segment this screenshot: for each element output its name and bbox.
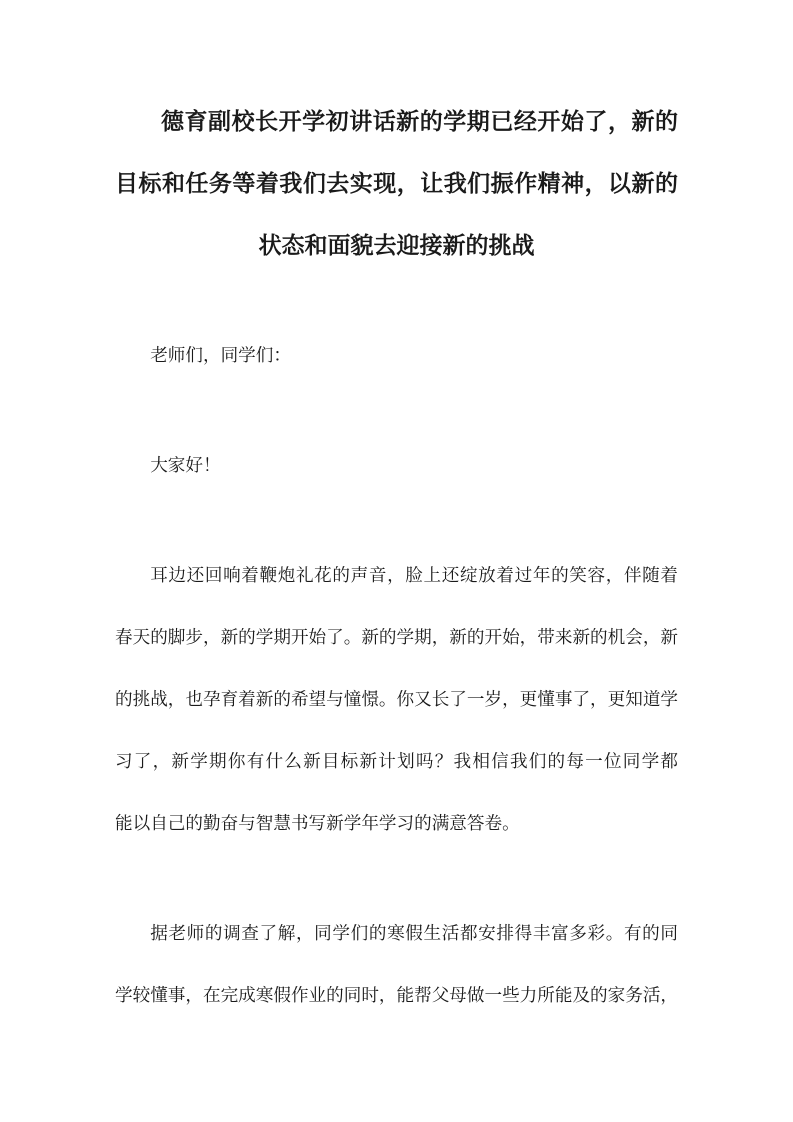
text-line: 习了，新学期你有什么新目标新计划吗？我相信我们的每一位同学都 [115,751,678,771]
greeting-paragraph [115,434,678,496]
text-line: 学较懂事，在完成寒假作业的同时，能帮父母做一些力所能及的家务活， [115,985,679,1005]
document-title [115,90,678,276]
text-line: 能以自己的勤奋与智慧书写新学年学习的满意答卷。 [115,813,520,833]
body-paragraph-2 [115,902,678,1026]
text-line: 据老师的调查了解，同学们的寒假生活都安排得丰富多彩。有的同 [150,923,678,943]
text-line: 大家好！ [150,455,221,475]
title-line: 德育副校长开学初讲话新的学期已经开始了，新的 [161,108,678,134]
text-line: 老师们，同学们： [150,345,291,365]
title-line: 目标和任务等着我们去实现，让我们振作精神，以新的 [115,170,678,196]
text-line: 春天的脚步，新的学期开始了。新的学期，新的开始，带来新的机会，新 [115,627,679,647]
salutation-paragraph [115,324,678,386]
title-line: 状态和面貌去迎接新的挑战 [258,232,535,258]
body-paragraph-1 [115,544,678,854]
text-line: 耳边还回响着鞭炮礼花的声音，脸上还绽放着过年的笑容，伴随着 [150,565,678,585]
text-line: 的挑战，也孕育着新的希望与憧憬。你又长了一岁，更懂事了，更知道学 [115,689,679,709]
